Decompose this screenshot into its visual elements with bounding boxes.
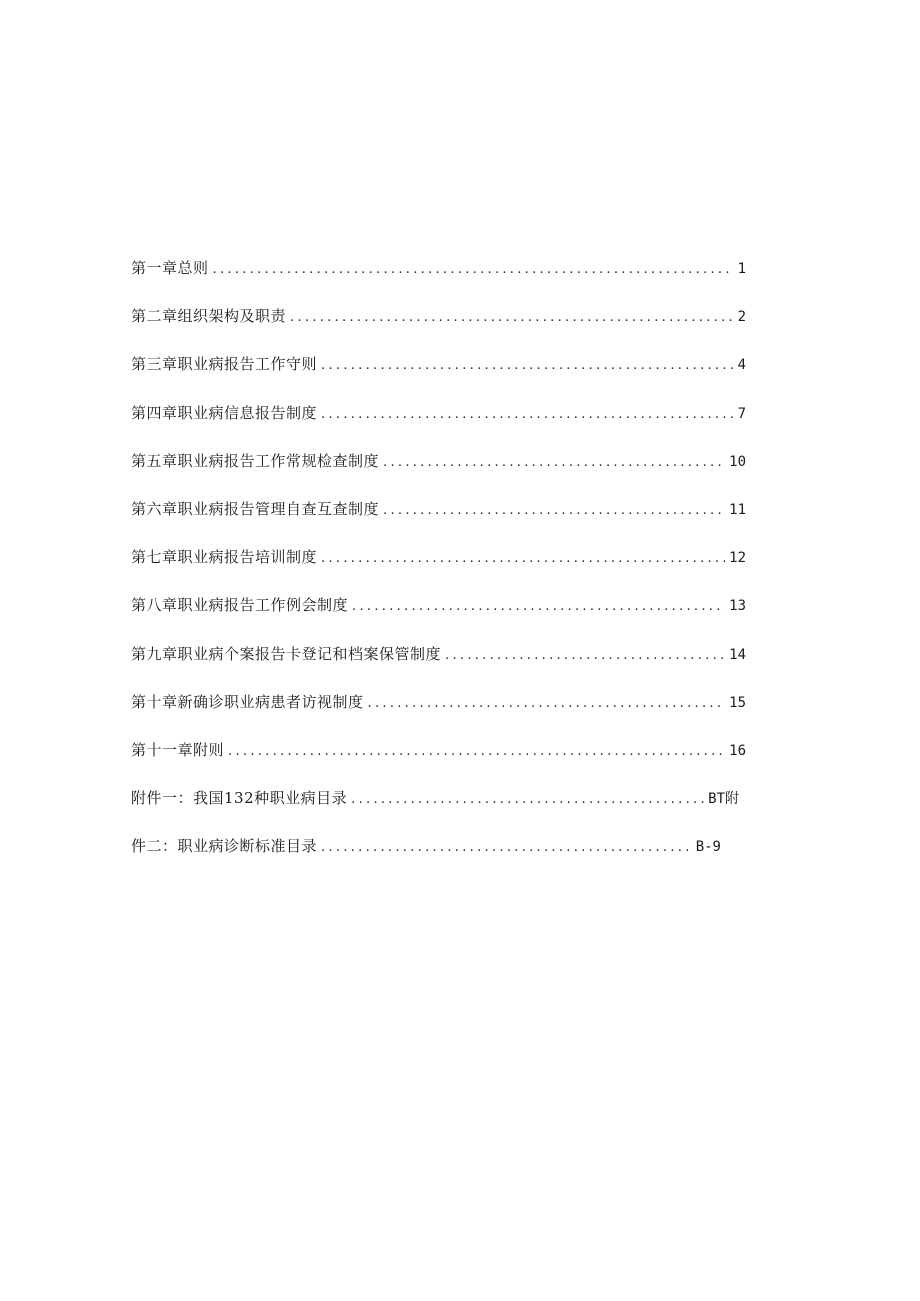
toc-entry-title: 第九章职业病个案报告卡登记和档案保管制度 <box>131 644 442 663</box>
toc-entry-page: B-9 <box>695 839 721 856</box>
toc-dot-leader <box>213 258 734 282</box>
toc-dot-leader <box>228 740 725 764</box>
toc-dot-leader <box>383 451 725 475</box>
toc-dot-leader <box>290 306 734 330</box>
toc-entry <box>131 304 746 352</box>
toc-entry-title: 第八章职业病报告工作例会制度 <box>131 596 349 615</box>
toc-entry-page: 1 <box>737 261 746 277</box>
toc-entry-page: 7 <box>737 405 746 422</box>
toc-dot-leader <box>321 836 692 860</box>
toc-entry <box>131 545 746 593</box>
toc-entry <box>131 834 721 882</box>
toc-entry-page: 2 <box>737 309 746 326</box>
table-of-contents <box>131 256 746 882</box>
toc-entry <box>131 497 746 545</box>
toc-dot-leader <box>351 788 704 812</box>
toc-entry-page: 12 <box>729 550 746 567</box>
toc-dot-leader <box>321 354 734 378</box>
toc-dot-leader <box>368 692 726 716</box>
toc-entry-title: 第十一章附则 <box>131 740 225 759</box>
toc-entry-page: 13 <box>729 598 746 615</box>
toc-entry-page: 4 <box>737 357 746 374</box>
toc-entry <box>131 256 746 304</box>
toc-entry-title: 第七章职业病报告培训制度 <box>131 548 318 567</box>
toc-dot-leader <box>445 644 725 668</box>
toc-entry <box>131 352 746 400</box>
toc-entry-title: 第二章组织架构及职责 <box>131 307 287 326</box>
toc-entry-title: 件二：职业病诊断标准目录 <box>131 837 318 856</box>
toc-entry-page: 11 <box>729 501 746 518</box>
toc-entry-title: 第十章新确诊职业病患者访视制度 <box>131 692 364 711</box>
toc-dot-leader <box>352 595 725 619</box>
toc-entry <box>131 449 746 497</box>
toc-entry-title: 附件一：我国132种职业病目录 <box>131 789 348 808</box>
toc-entry-title: 第三章职业病报告工作守则 <box>131 355 318 374</box>
toc-entry-title: 第四章职业病信息报告制度 <box>131 403 318 422</box>
toc-entry-page: 10 <box>729 453 746 470</box>
toc-entry-title: 第一章总则 <box>131 259 209 277</box>
toc-entry <box>131 786 739 834</box>
toc-entry-page: 15 <box>729 694 746 711</box>
toc-dot-leader <box>321 403 734 427</box>
toc-entry <box>131 738 746 786</box>
toc-dot-leader <box>383 499 725 523</box>
toc-entry-page: 14 <box>729 646 746 663</box>
toc-entry <box>131 642 746 690</box>
toc-entry <box>131 401 746 449</box>
toc-entry-title: 第六章职业病报告管理自查互查制度 <box>131 499 380 518</box>
toc-dot-leader <box>321 547 725 571</box>
toc-entry <box>131 593 746 641</box>
toc-entry-page: 16 <box>729 742 746 759</box>
toc-entry-page: BT附 <box>708 791 739 808</box>
toc-entry <box>131 690 746 738</box>
toc-entry-title: 第五章职业病报告工作常规检查制度 <box>131 451 380 470</box>
